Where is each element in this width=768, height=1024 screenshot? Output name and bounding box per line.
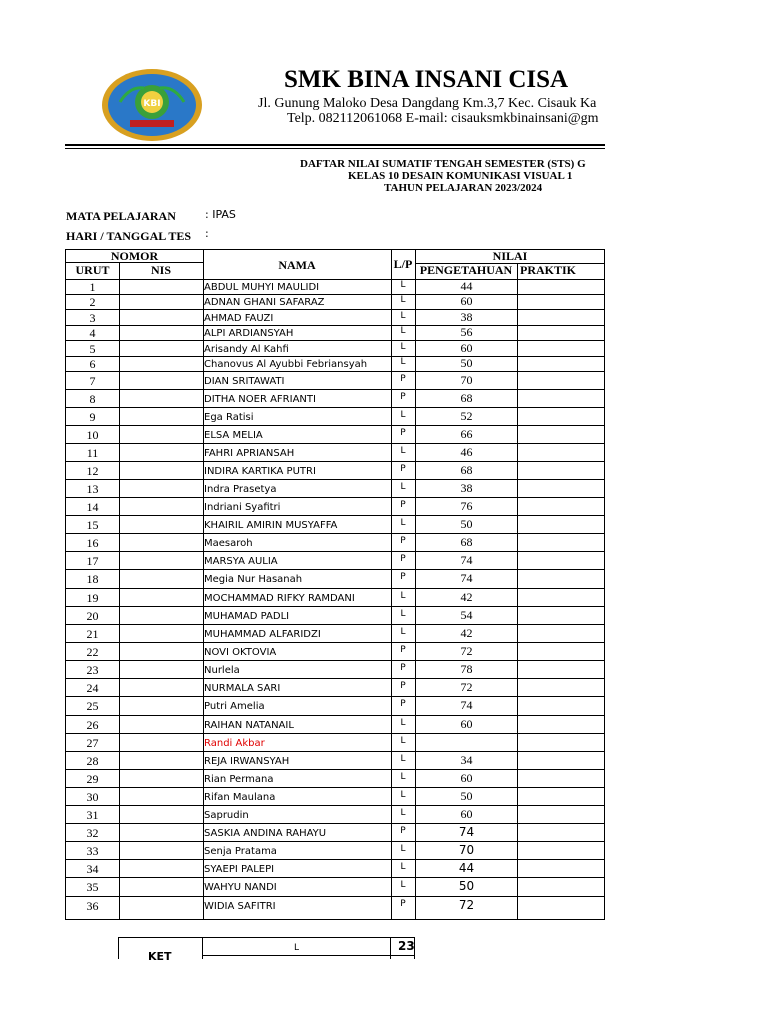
cell-lp: L: [400, 880, 406, 890]
cell-pengetahuan: 74: [460, 553, 473, 567]
cell-pengetahuan: 38: [460, 310, 473, 324]
cell-urut: 21: [86, 627, 99, 641]
school-name: SMK BINA INSANI CISA: [284, 66, 569, 93]
cell-urut: 16: [86, 536, 99, 550]
cell-pengetahuan: 74: [460, 698, 473, 712]
cell-nama: AHMAD FAUZI: [204, 313, 274, 324]
cell-urut: 25: [86, 699, 99, 713]
cell-urut: 29: [86, 772, 99, 786]
cell-urut: 15: [86, 518, 99, 532]
table-row: [66, 444, 606, 462]
cell-nama: Randi Akbar: [204, 738, 265, 749]
cell-urut: 28: [86, 754, 99, 768]
cell-lp: L: [400, 627, 406, 637]
cell-urut: 3: [89, 311, 96, 325]
cell-lp: L: [400, 591, 406, 601]
cell-urut: 26: [86, 718, 99, 732]
cell-nama: WIDIA SAFITRI: [204, 901, 276, 912]
table-row: [66, 842, 606, 860]
cell-pengetahuan: 68: [460, 463, 473, 477]
cell-nama: SASKIA ANDINA RAHAYU: [204, 828, 327, 839]
header-divider-thin: [65, 148, 605, 149]
cell-lp: L: [400, 280, 406, 290]
cell-nama: Indriani Syafitri: [204, 502, 281, 513]
cell-nama: ALPI ARDIANSYAH: [204, 328, 294, 339]
document-class: KELAS 10 DESAIN KOMUNIKASI VISUAL 1: [348, 170, 573, 182]
table-row: [66, 752, 606, 770]
cell-lp: P: [400, 663, 406, 673]
cell-lp: P: [400, 392, 406, 402]
cell-urut: 9: [89, 410, 96, 424]
cell-lp: P: [400, 899, 406, 909]
logo-text: KBI: [143, 99, 161, 109]
table-row: [66, 295, 606, 310]
table-row: [66, 860, 606, 878]
cell-lp: L: [400, 718, 406, 728]
cell-pengetahuan: 66: [460, 427, 473, 441]
cell-pengetahuan: 38: [460, 481, 473, 495]
cell-urut: 14: [86, 500, 99, 514]
cell-lp: P: [400, 464, 406, 474]
cell-urut: 30: [86, 790, 99, 804]
cell-urut: 7: [89, 374, 96, 388]
cell-urut: 4: [89, 326, 96, 340]
cell-urut: 19: [86, 591, 99, 605]
cell-pengetahuan: 74: [458, 825, 475, 839]
header-nama: NAMA: [278, 258, 316, 272]
cell-lp: L: [400, 311, 406, 321]
table-row: [66, 643, 606, 661]
cell-urut: 34: [86, 862, 99, 876]
table-row: [66, 607, 606, 625]
table-row: [66, 552, 606, 570]
document-title: DAFTAR NILAI SUMATIF TENGAH SEMESTER (STS) G: [300, 158, 586, 170]
table-row: [66, 806, 606, 824]
cell-urut: 2: [89, 295, 96, 309]
table-row: [66, 462, 606, 480]
cell-pengetahuan: 74: [460, 571, 473, 585]
date-label: HARI / TANGGAL TES: [66, 229, 192, 243]
cell-nama: Indra Prasetya: [204, 484, 277, 495]
table-row: [66, 498, 606, 516]
cell-pengetahuan: 42: [460, 590, 473, 604]
cell-pengetahuan: 50: [460, 789, 473, 803]
cell-pengetahuan: 56: [460, 325, 473, 339]
cell-nama: MUHAMMAD ALFARIDZI: [204, 629, 321, 640]
cell-lp: L: [400, 446, 406, 456]
cell-urut: 1: [89, 280, 96, 294]
cell-urut: 27: [86, 736, 99, 750]
cell-lp: L: [400, 736, 406, 746]
header-praktik: PRAKTIK: [519, 263, 576, 277]
table-row: [66, 372, 606, 390]
cell-lp: L: [400, 754, 406, 764]
table-row: [66, 534, 606, 552]
cell-lp: L: [400, 482, 406, 492]
cell-urut: 13: [86, 482, 99, 496]
cell-urut: 36: [86, 899, 99, 913]
cell-pengetahuan: 50: [458, 879, 475, 893]
ket-label: KET: [148, 950, 172, 963]
table-row: [66, 589, 606, 607]
cell-nama: Maesaroh: [204, 538, 253, 549]
cell-pengetahuan: 60: [460, 807, 473, 821]
document-year: TAHUN PELAJARAN 2023/2024: [384, 182, 543, 194]
cell-lp: L: [400, 295, 406, 305]
table-row: [66, 661, 606, 679]
cell-pengetahuan: 60: [460, 771, 473, 785]
table-row: [66, 341, 606, 357]
header-nilai: NILAI: [492, 249, 528, 263]
cell-pengetahuan: 34: [460, 753, 473, 767]
cell-pengetahuan: 72: [458, 898, 475, 912]
cell-pengetahuan: 72: [460, 680, 473, 694]
table-row: [66, 570, 606, 589]
cell-lp: L: [400, 772, 406, 782]
cell-nama: MOCHAMMAD RIFKY RAMDANI: [204, 593, 355, 604]
cell-urut: 10: [86, 428, 99, 442]
cell-nama: SYAEPI PALEPI: [204, 864, 275, 875]
cell-urut: 11: [86, 446, 99, 460]
school-address: Jl. Gunung Maloko Desa Dangdang Km.3,7 Kec. Cisauk Ka: [258, 96, 597, 111]
table-row: [66, 697, 606, 716]
cell-nama: ELSA MELIA: [204, 430, 263, 441]
cell-nama: Saprudin: [204, 810, 249, 821]
cell-nama: Rifan Maulana: [204, 792, 276, 803]
cell-nama: Rian Permana: [204, 774, 274, 785]
cell-urut: 35: [86, 880, 99, 894]
table-row: [66, 390, 606, 408]
cell-pengetahuan: 42: [460, 626, 473, 640]
cell-nama: Megia Nur Hasanah: [204, 574, 303, 585]
cell-nama: MARSYA AULIA: [204, 556, 278, 567]
cell-lp: L: [400, 410, 406, 420]
ket-l-count: 23: [398, 939, 415, 953]
cell-nama: DITHA NOER AFRIANTI: [204, 394, 316, 405]
cell-nama: Senja Pratama: [204, 846, 277, 857]
cell-nama: INDIRA KARTIKA PUTRI: [204, 466, 316, 477]
table-row: [66, 788, 606, 806]
cell-pengetahuan: 76: [460, 499, 473, 513]
table-row: [66, 480, 606, 498]
header-urut: URUT: [75, 263, 110, 277]
cell-pengetahuan: 60: [460, 717, 473, 731]
subject-label: MATA PELAJARAN: [66, 209, 176, 223]
cell-lp: P: [400, 500, 406, 510]
header-nis: NIS: [150, 263, 171, 277]
table-row: [66, 878, 606, 897]
header-pengetahuan: PENGETAHUAN: [419, 263, 513, 277]
cell-lp: P: [400, 374, 406, 384]
table-row: [66, 679, 606, 697]
table-row: [66, 357, 606, 372]
cell-lp: P: [400, 554, 406, 564]
cell-urut: 8: [89, 392, 96, 406]
date-value: :: [205, 227, 209, 240]
cell-pengetahuan: 70: [458, 843, 475, 857]
header-divider: [65, 144, 605, 146]
school-contact: Telp. 082112061068 E-mail: cisauksmkbinainsani@gm: [287, 111, 599, 126]
cell-pengetahuan: 44: [458, 861, 475, 875]
cell-lp: L: [400, 844, 406, 854]
grades-table: [65, 249, 605, 920]
table-row: [66, 734, 606, 752]
cell-nama: Arisandy Al Kahfi: [204, 344, 289, 355]
table-row: [66, 326, 606, 341]
cell-urut: 24: [86, 681, 99, 695]
cell-pengetahuan: 44: [460, 279, 473, 293]
cell-nama: FAHRI APRIANSAH: [204, 448, 295, 459]
table-row: [66, 625, 606, 643]
cell-lp: L: [400, 808, 406, 818]
table-row: [66, 408, 606, 426]
table-row: [66, 824, 606, 842]
cell-pengetahuan: 46: [460, 445, 473, 459]
cell-pengetahuan: 60: [460, 341, 473, 355]
cell-nama: ADNAN GHANI SAFARAZ: [204, 297, 325, 308]
table-row: [66, 426, 606, 444]
subject-value: : IPAS: [205, 208, 236, 221]
cell-pengetahuan: 68: [460, 391, 473, 405]
header-nomor: NOMOR: [110, 249, 159, 263]
cell-pengetahuan: 50: [460, 517, 473, 531]
cell-lp: P: [400, 826, 406, 836]
cell-urut: 12: [86, 464, 99, 478]
cell-urut: 5: [89, 342, 96, 356]
table-row: [66, 280, 606, 295]
cell-pengetahuan: 50: [460, 356, 473, 370]
cell-urut: 22: [86, 645, 99, 659]
cell-nama: MUHAMAD PADLI: [204, 611, 290, 622]
cell-lp: L: [400, 357, 406, 367]
cell-pengetahuan: 60: [460, 294, 473, 308]
cell-pengetahuan: 78: [460, 662, 473, 676]
cell-nama: ABDUL MUHYI MAULIDI: [204, 282, 320, 293]
cell-lp: L: [400, 790, 406, 800]
cell-nama: Putri Amelia: [204, 701, 265, 712]
table-row: [66, 716, 606, 734]
table-row: [66, 770, 606, 788]
cell-nama: REJA IRWANSYAH: [204, 756, 290, 767]
cell-urut: 20: [86, 609, 99, 623]
cell-nama: Chanovus Al Ayubbi Febriansyah: [204, 359, 368, 370]
cell-nama: DIAN SRITAWATI: [204, 376, 285, 387]
cell-urut: 18: [86, 572, 99, 586]
cell-lp: P: [400, 428, 406, 438]
table-row: [66, 310, 606, 326]
cell-urut: 23: [86, 663, 99, 677]
cell-nama: KHAIRIL AMIRIN MUSYAFFA: [204, 520, 338, 531]
cell-lp: P: [400, 699, 406, 709]
cell-urut: 32: [86, 826, 99, 840]
cell-pengetahuan: 68: [460, 535, 473, 549]
cell-nama: RAIHAN NATANAIL: [204, 720, 294, 731]
cell-nama: WAHYU NANDI: [204, 882, 277, 893]
cell-lp: P: [400, 536, 406, 546]
table-row: [66, 897, 606, 915]
cell-lp: L: [400, 609, 406, 619]
cell-nama: NOVI OKTOVIA: [204, 647, 277, 658]
cell-lp: P: [400, 681, 406, 691]
cell-lp: L: [400, 342, 406, 352]
cell-nama: Nurlela: [204, 665, 240, 676]
cell-lp: L: [400, 518, 406, 528]
cell-lp: L: [400, 326, 406, 336]
school-logo: [100, 66, 204, 144]
cell-nama: NURMALA SARI: [204, 683, 281, 694]
cell-urut: 31: [86, 808, 99, 822]
cell-pengetahuan: 52: [460, 409, 473, 423]
ket-l-label: L: [294, 943, 300, 953]
cell-pengetahuan: 54: [460, 608, 473, 622]
cell-urut: 6: [89, 357, 96, 371]
cell-lp: P: [400, 572, 406, 582]
cell-pengetahuan: 72: [460, 644, 473, 658]
cell-urut: 17: [86, 554, 99, 568]
cell-pengetahuan: 70: [460, 373, 473, 387]
cell-lp: L: [400, 862, 406, 872]
cell-lp: P: [400, 645, 406, 655]
cell-nama: Ega Ratisi: [204, 412, 254, 423]
cell-urut: 33: [86, 844, 99, 858]
table-row: [66, 516, 606, 534]
header-lp: L/P: [393, 257, 413, 271]
